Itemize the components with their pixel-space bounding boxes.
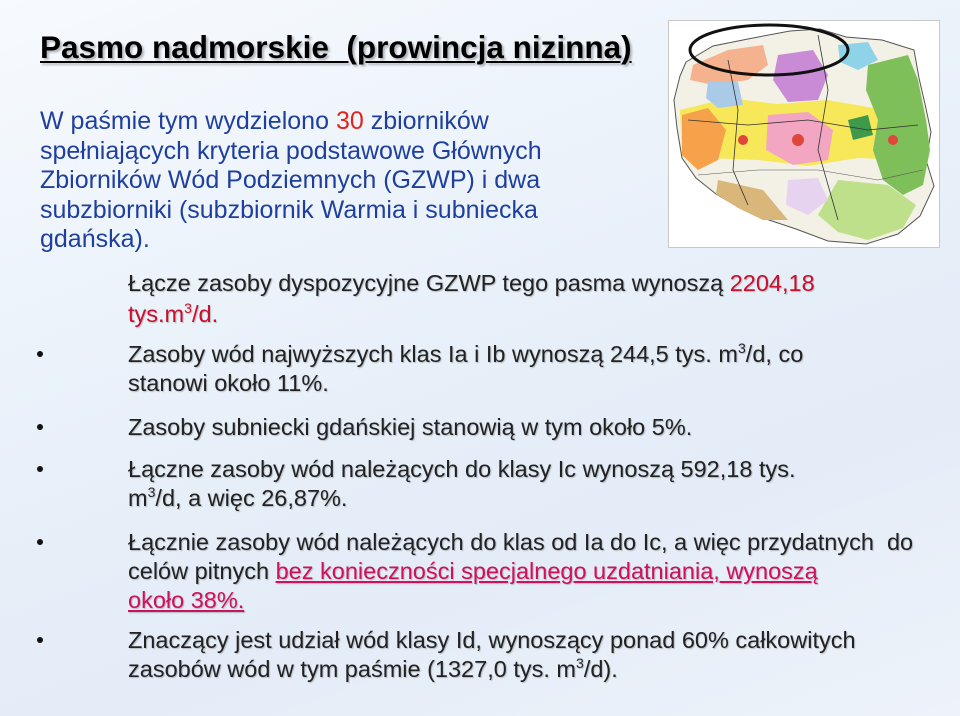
- bullet-item-1: [128, 340, 803, 398]
- bullet-icon: [37, 466, 43, 472]
- bullet-line: [128, 484, 796, 513]
- unit-exponent: 3: [575, 655, 584, 672]
- bullet-line: [128, 340, 803, 369]
- intro-text: zbiorników: [363, 107, 489, 135]
- summary-line: [128, 299, 815, 330]
- bullet-icon: [37, 637, 43, 643]
- bullet-line: Łączne zasoby wód należących do klasy Ic wynoszą 592,18 tys.: [128, 456, 796, 482]
- emphasis-text: bez konieczności specjalnego uzdatniania, wynoszą: [275, 558, 818, 584]
- bullet-item-3: [128, 455, 796, 513]
- intro-text: W paśmie tym wydzielono: [40, 107, 336, 135]
- intro-line: [40, 107, 542, 137]
- intro-line: gdańska).: [40, 225, 150, 253]
- bullet-line: [128, 557, 913, 586]
- summary-unit-exponent: 3: [184, 300, 192, 317]
- summary-text: Łącze zasoby dyspozycyjne GZWP tego pasma wynoszą: [128, 270, 730, 296]
- bullet-line: Znaczący jest udział wód klasy Id, wynoszący ponad 60% całkowitych: [128, 627, 856, 653]
- aquifer-count: 30: [335, 107, 364, 135]
- map-region: [888, 135, 898, 145]
- summary-value: 2204,18: [729, 270, 815, 296]
- bullet-text: /d).: [583, 656, 618, 682]
- map-region: [738, 135, 748, 145]
- slide-title: Pasmo nadmorskie (prowincja nizinna): [40, 29, 632, 65]
- bullet-item-2: [128, 413, 692, 442]
- bullet-line: [128, 586, 913, 615]
- intro-line: subzbiorniki (subzbiornik Warmia i subniecka: [40, 195, 538, 224]
- map-region: [792, 134, 804, 146]
- bullet-icon: [37, 424, 43, 430]
- summary-unit: tys.m: [128, 301, 185, 327]
- summary-paragraph: [128, 268, 815, 330]
- gzwp-map: [668, 20, 940, 248]
- bullet-text: zasobów wód w tym paśmie (1327,0 tys. m: [128, 656, 576, 682]
- summary-line: [128, 268, 815, 299]
- bullet-item-5: [128, 626, 856, 684]
- bullet-text: /d, a więc 26,87%.: [155, 485, 348, 511]
- bullet-line: Łącznie zasoby wód należących do klas od Ia do Ic, a więc przydatnych do: [128, 529, 914, 555]
- bullet-text: m: [128, 485, 148, 511]
- bullet-line: [128, 655, 856, 684]
- bullet-text: Zasoby wód najwyższych klas Ia i Ib wynoszą 244,5 tys. m: [128, 341, 738, 367]
- bullet-icon: [37, 539, 43, 545]
- bullet-text: celów pitnych: [128, 558, 276, 584]
- bullet-item-4: [128, 528, 913, 615]
- summary-unit-end: /d.: [191, 301, 219, 327]
- bullet-icon: [37, 351, 43, 357]
- unit-exponent: 3: [147, 484, 156, 501]
- intro-line: spełniających kryteria podstawowe Głównych: [40, 136, 542, 165]
- bullet-line: stanowi około 11%.: [128, 370, 329, 396]
- emphasis-text: około 38%.: [128, 587, 245, 613]
- intro-paragraph: [40, 107, 542, 255]
- bullet-line: Zasoby subniecki gdańskiej stanowią w tym około 5%.: [128, 414, 693, 440]
- intro-line: Zbiorników Wód Podziemnych (GZWP) i dwa: [40, 166, 541, 194]
- unit-exponent: 3: [737, 340, 746, 357]
- bullet-text: /d, co: [745, 341, 804, 367]
